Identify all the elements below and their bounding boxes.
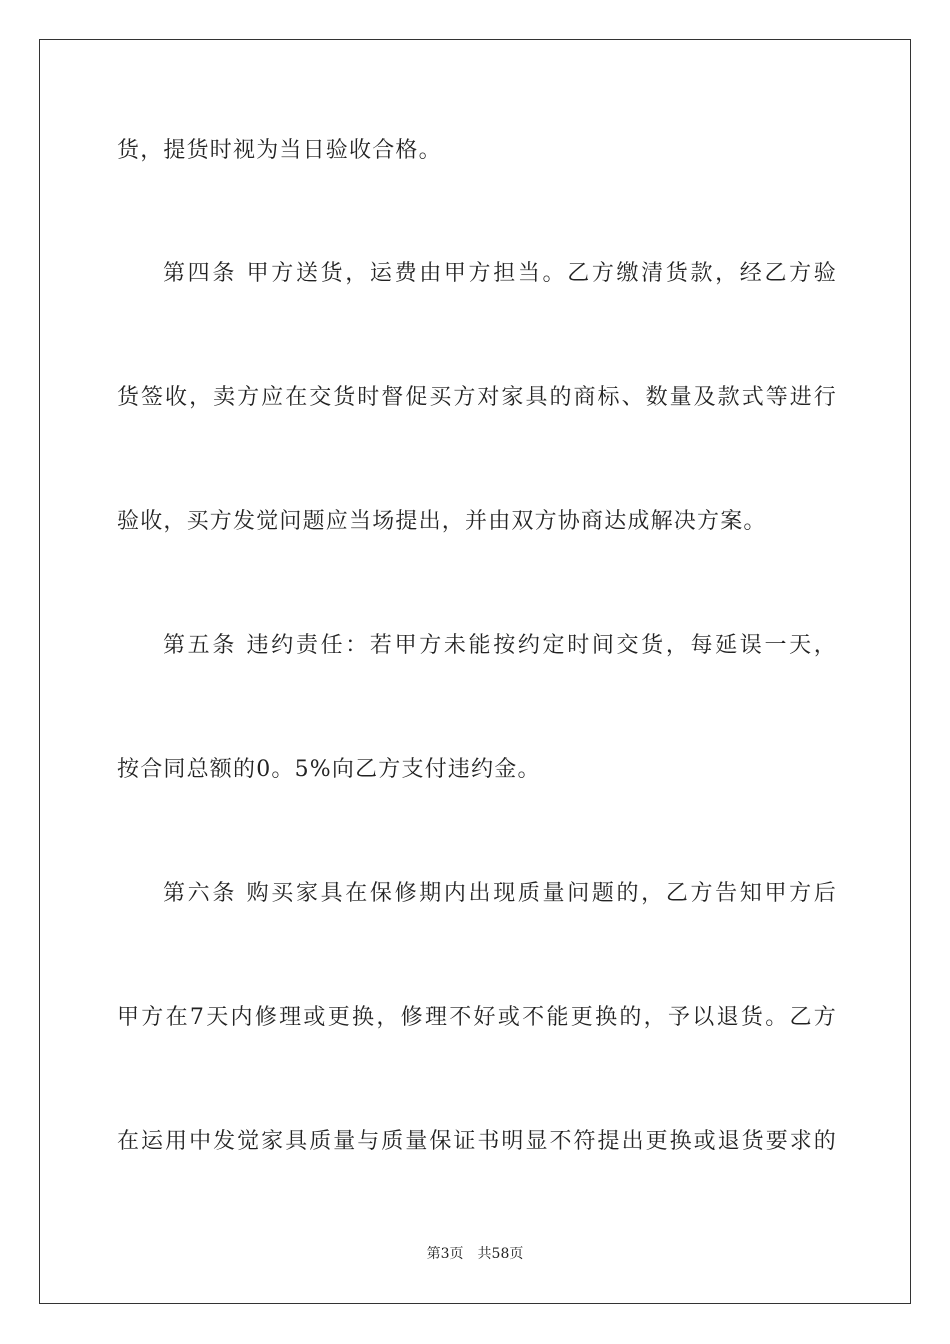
page-total: 共58页 xyxy=(477,1246,524,1262)
paragraph-line: 第五条 违约责任：若甲方未能按约定时间交货，每延误一天， xyxy=(163,633,837,658)
paragraph-line: 第六条 购买家具在保修期内出现质量问题的，乙方告知甲方后 xyxy=(163,881,837,906)
page-number: 第3页 xyxy=(426,1246,464,1262)
page-border xyxy=(39,39,911,1304)
paragraph-line: 第四条 甲方送货，运费由甲方担当。乙方缴清货款，经乙方验 xyxy=(163,261,837,286)
paragraph-line: 按合同总额的0。5%向乙方支付违约金。 xyxy=(117,757,541,782)
paragraph-line: 货，提货时视为当日验收合格。 xyxy=(117,138,442,163)
paragraph-line: 验收，买方发觉问题应当场提出，并由双方协商达成解决方案。 xyxy=(117,509,767,534)
paragraph-line: 在运用中发觉家具质量与质量保证书明显不符提出更换或退货要求的 xyxy=(117,1129,837,1154)
paragraph-line: 货签收，卖方应在交货时督促买方对家具的商标、数量及款式等进行 xyxy=(117,385,837,410)
paragraph-line: 甲方在7天内修理或更换，修理不好或不能更换的，予以退货。乙方 xyxy=(117,1005,837,1030)
page-footer xyxy=(0,1245,950,1263)
